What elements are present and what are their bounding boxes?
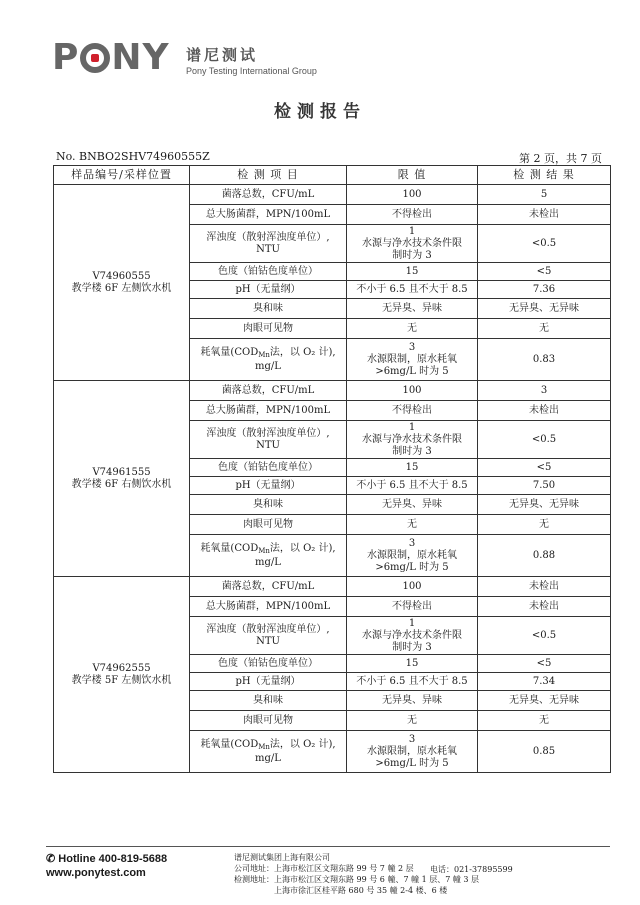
item-unit: NTU [256, 243, 280, 255]
header-result: 检 测 结 果 [478, 166, 611, 185]
item-unit: mg/L [255, 752, 281, 764]
address-line-3: 上海市徐汇区桂平路 680 号 35 幢 2-4 楼、6 楼 [274, 886, 448, 895]
limit-text: 1 [408, 225, 416, 237]
result-text: <5 [536, 657, 552, 669]
result-text: 无异臭、无异味 [509, 498, 579, 510]
result-text: 无 [539, 322, 549, 334]
table-row [54, 381, 611, 401]
company-logo [52, 37, 170, 78]
item-text: 法，以 O₂ 计), [269, 738, 336, 750]
result-text: 7.50 [532, 479, 556, 491]
limit-cell [347, 459, 478, 477]
limit-cell [347, 477, 478, 495]
result-cell [478, 185, 611, 205]
address-line-1: 公司地址：上海市松江区文翔东路 99 号 7 幢 2 层 [234, 864, 414, 873]
result-text: 7.36 [532, 283, 556, 295]
logo-letters-ny: NY [111, 37, 170, 78]
result-cell [478, 225, 611, 263]
limit-text: 制时为 3 [392, 445, 432, 457]
logo-cn-name: 谱尼测试 [186, 46, 259, 64]
phone-icon: ✆ [46, 853, 56, 865]
report-title: 检测报告 [274, 102, 366, 122]
website: www.ponytest.com [46, 867, 146, 879]
item-text: 菌落总数，CFU/mL [221, 384, 315, 396]
item-cell [190, 617, 347, 655]
result-text: 无异臭、无异味 [509, 694, 579, 706]
sample-cell [54, 381, 190, 577]
item-text: 肉眼可见物 [243, 322, 293, 334]
result-text: 未检出 [529, 208, 559, 220]
item-text: 法，以 O₂ 计), [269, 542, 336, 554]
item-text: 总大肠菌群，MPN/100mL [205, 600, 331, 612]
result-text: <5 [536, 265, 552, 277]
limit-text: 100 [402, 580, 422, 592]
item-text: 耗氧量(COD [200, 542, 259, 554]
result-text: 0.83 [532, 353, 556, 365]
result-text: <0.5 [531, 629, 557, 641]
item-text: 色度（铂钴色度单位） [218, 265, 318, 277]
item-subscript: Mn [258, 546, 270, 555]
limit-cell [347, 263, 478, 281]
limit-text: 1 [408, 617, 416, 629]
company-name: 谱尼测试集团上海有限公司 [234, 853, 330, 862]
item-text: 法，以 O₂ 计), [269, 346, 336, 358]
limit-text: 无异臭、异味 [382, 694, 442, 706]
result-text: <0.5 [531, 237, 557, 249]
limit-cell [347, 691, 478, 711]
limit-cell [347, 617, 478, 655]
result-text: <5 [536, 461, 552, 473]
table-row [54, 185, 611, 205]
item-cell [190, 731, 347, 773]
result-text: 7.34 [532, 675, 556, 687]
item-cell [190, 299, 347, 319]
item-text: 耗氧量(COD [200, 738, 259, 750]
limit-text: 水源限制，原水耗氧 [367, 353, 457, 365]
table-row [54, 577, 611, 597]
sample-id: V74960555 [92, 270, 151, 282]
limit-text: 水源与净水技术条件限 [362, 433, 462, 445]
limit-cell [347, 597, 478, 617]
result-cell [478, 381, 611, 401]
item-cell [190, 459, 347, 477]
result-cell [478, 477, 611, 495]
item-text: 浑浊度（散射浑浊度单位）, [206, 623, 330, 635]
sample-id: V74962555 [92, 662, 151, 674]
limit-text: >6mg/L 时为 5 [375, 365, 449, 377]
limit-text: 不小于 6.5 且不大于 8.5 [356, 675, 468, 687]
limit-cell [347, 401, 478, 421]
item-text: 菌落总数，CFU/mL [221, 580, 315, 592]
item-unit: mg/L [255, 360, 281, 372]
limit-cell [347, 673, 478, 691]
item-text: 肉眼可见物 [243, 714, 293, 726]
limit-cell [347, 421, 478, 459]
limit-text: 无 [407, 322, 417, 334]
item-cell [190, 673, 347, 691]
header-item: 检 测 项 目 [190, 166, 347, 185]
limit-text: 不小于 6.5 且不大于 8.5 [356, 479, 468, 491]
item-cell [190, 381, 347, 401]
result-text: 未检出 [529, 580, 559, 592]
item-cell [190, 401, 347, 421]
item-cell [190, 421, 347, 459]
item-cell [190, 515, 347, 535]
limit-text: 不得检出 [392, 208, 432, 220]
item-cell [190, 597, 347, 617]
item-cell [190, 185, 347, 205]
limit-cell [347, 731, 478, 773]
item-cell [190, 281, 347, 299]
item-text: 菌落总数，CFU/mL [221, 188, 315, 200]
result-text: <0.5 [531, 433, 557, 445]
limit-cell [347, 711, 478, 731]
result-text: 0.85 [532, 745, 556, 757]
result-cell [478, 319, 611, 339]
result-cell [478, 655, 611, 673]
item-cell [190, 691, 347, 711]
limit-cell [347, 535, 478, 577]
result-cell [478, 577, 611, 597]
item-text: 总大肠菌群，MPN/100mL [205, 208, 331, 220]
item-unit: NTU [256, 635, 280, 647]
limit-text: >6mg/L 时为 5 [375, 757, 449, 769]
limit-text: 无 [407, 714, 417, 726]
limit-text: 水源与净水技术条件限 [362, 237, 462, 249]
item-text: 总大肠菌群，MPN/100mL [205, 404, 331, 416]
item-text: 浑浊度（散射浑浊度单位）, [206, 427, 330, 439]
limit-text: 水源限制，原水耗氧 [367, 745, 457, 757]
header-sample: 样品编号/采样位置 [54, 166, 190, 185]
limit-text: 制时为 3 [392, 641, 432, 653]
result-cell [478, 515, 611, 535]
item-text: pH（无量纲） [235, 479, 301, 491]
limit-text: 100 [402, 188, 422, 200]
limit-cell [347, 577, 478, 597]
result-cell [478, 597, 611, 617]
footer-contact [46, 852, 167, 880]
hotline: Hotline 400-819-5688 [58, 853, 168, 865]
item-cell [190, 477, 347, 495]
limit-text: 15 [405, 657, 419, 669]
item-cell [190, 339, 347, 381]
limit-cell [347, 381, 478, 401]
result-cell [478, 401, 611, 421]
result-text: 0.88 [532, 549, 556, 561]
footer-phone: 电话：021-37895599 [430, 865, 513, 874]
logo-o-mark [80, 43, 110, 73]
logo-en-name: Pony Testing International Group [186, 66, 317, 76]
limit-cell [347, 495, 478, 515]
limit-text: 不小于 6.5 且不大于 8.5 [356, 283, 468, 295]
limit-cell [347, 655, 478, 673]
report-number: No. BNBO2SHV74960555Z [56, 150, 210, 163]
result-cell [478, 299, 611, 319]
item-text: 臭和味 [253, 498, 283, 510]
limit-cell [347, 225, 478, 263]
limit-text: 3 [408, 537, 416, 549]
item-cell [190, 535, 347, 577]
footer-divider [46, 846, 610, 847]
result-cell [478, 421, 611, 459]
sample-id: V74961555 [92, 466, 151, 478]
result-cell [478, 495, 611, 515]
limit-text: 水源与净水技术条件限 [362, 629, 462, 641]
header-limit: 限 值 [347, 166, 478, 185]
result-cell [478, 281, 611, 299]
limit-cell [347, 281, 478, 299]
item-text: pH（无量纲） [235, 283, 301, 295]
limit-text: 3 [408, 341, 416, 353]
item-subscript: Mn [258, 742, 270, 751]
item-text: 臭和味 [253, 302, 283, 314]
item-cell [190, 655, 347, 673]
sample-location: 教学楼 6F 左侧饮水机 [71, 282, 172, 294]
item-cell [190, 225, 347, 263]
results-table [53, 165, 611, 773]
limit-text: 3 [408, 733, 416, 745]
result-text: 无 [539, 714, 549, 726]
result-text: 5 [540, 188, 548, 200]
result-cell [478, 691, 611, 711]
address-line-2: 检测地址：上海市松江区文翔东路 99 号 6 幢、7 幢 1 层、7 幢 3 层 [234, 875, 480, 884]
limit-text: 不得检出 [392, 404, 432, 416]
limit-text: 无异臭、异味 [382, 498, 442, 510]
table-header-row [54, 166, 611, 185]
result-cell [478, 535, 611, 577]
logo-letter-p: P [52, 37, 80, 78]
item-text: pH（无量纲） [235, 675, 301, 687]
sample-cell [54, 185, 190, 381]
limit-text: 水源限制，原水耗氧 [367, 549, 457, 561]
item-text: 耗氧量(COD [200, 346, 259, 358]
limit-text: 制时为 3 [392, 249, 432, 261]
limit-text: 100 [402, 384, 422, 396]
item-cell [190, 205, 347, 225]
limit-cell [347, 339, 478, 381]
limit-cell [347, 515, 478, 535]
result-text: 未检出 [529, 600, 559, 612]
item-cell [190, 319, 347, 339]
logo-caption [186, 44, 317, 76]
limit-text: >6mg/L 时为 5 [375, 561, 449, 573]
item-text: 臭和味 [253, 694, 283, 706]
limit-cell [347, 299, 478, 319]
result-cell [478, 339, 611, 381]
result-text: 未检出 [529, 404, 559, 416]
result-text: 无 [539, 518, 549, 530]
sample-location: 教学楼 5F 左侧饮水机 [71, 674, 172, 686]
result-cell [478, 731, 611, 773]
item-subscript: Mn [258, 350, 270, 359]
item-unit: NTU [256, 439, 280, 451]
item-unit: mg/L [255, 556, 281, 568]
sample-location: 教学楼 6F 右侧饮水机 [71, 478, 172, 490]
limit-text: 无 [407, 518, 417, 530]
result-cell [478, 617, 611, 655]
limit-text: 1 [408, 421, 416, 433]
limit-text: 不得检出 [392, 600, 432, 612]
limit-text: 无异臭、异味 [382, 302, 442, 314]
item-cell [190, 263, 347, 281]
result-text: 3 [540, 384, 548, 396]
item-text: 浑浊度（散射浑浊度单位）, [206, 231, 330, 243]
item-text: 肉眼可见物 [243, 518, 293, 530]
result-cell [478, 263, 611, 281]
item-text: 色度（铂钴色度单位） [218, 461, 318, 473]
limit-cell [347, 185, 478, 205]
item-text: 色度（铂钴色度单位） [218, 657, 318, 669]
result-cell [478, 205, 611, 225]
result-cell [478, 711, 611, 731]
result-cell [478, 459, 611, 477]
item-cell [190, 711, 347, 731]
item-cell [190, 577, 347, 597]
limit-text: 15 [405, 461, 419, 473]
item-cell [190, 495, 347, 515]
limit-text: 15 [405, 265, 419, 277]
sample-cell [54, 577, 190, 773]
limit-cell [347, 319, 478, 339]
limit-cell [347, 205, 478, 225]
result-cell [478, 673, 611, 691]
result-text: 无异臭、无异味 [509, 302, 579, 314]
page-indicator: 第 2 页，共 7 页 [519, 152, 602, 165]
